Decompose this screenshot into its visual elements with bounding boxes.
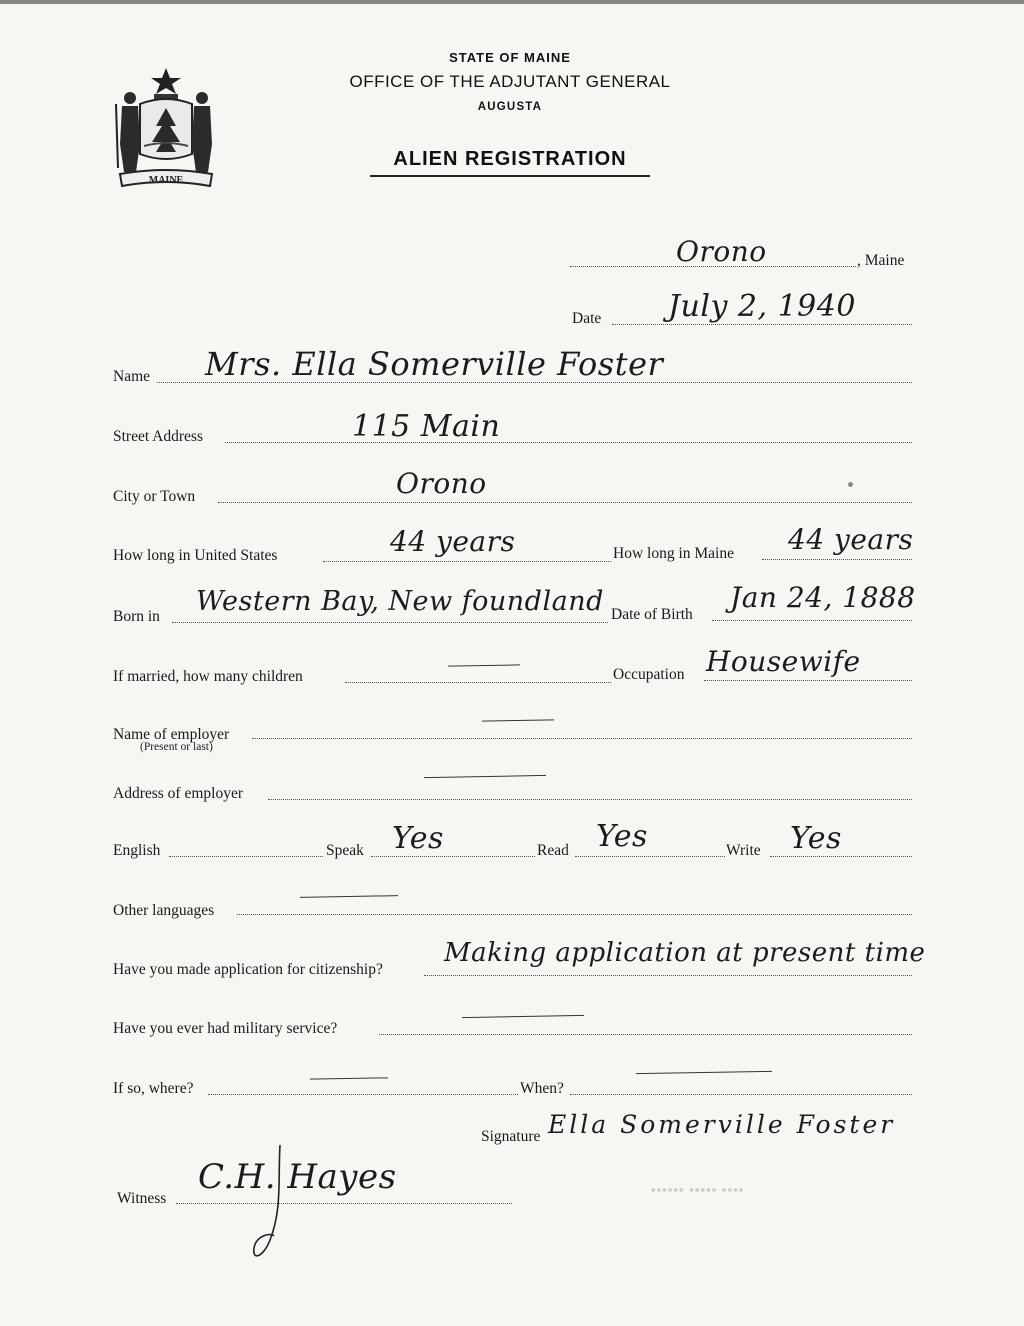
citizenship-label: Have you made application for citizenship? bbox=[113, 961, 383, 978]
witness-value: C.H. Hayes bbox=[198, 1157, 397, 1197]
show-through-ghost-text: ▪▪▪▪ ▪▪▪▪▪ ▪▪▪▪▪▪ bbox=[650, 1182, 744, 1197]
city-label: City or Town bbox=[113, 488, 196, 505]
read-value: Yes bbox=[596, 819, 648, 854]
date-value: July 2, 1940 bbox=[668, 289, 856, 324]
children-value bbox=[448, 664, 520, 666]
children-line bbox=[345, 682, 611, 683]
header-city: AUGUSTA bbox=[477, 101, 543, 113]
employer-sublabel: (Present or last) bbox=[140, 741, 213, 753]
speak-line bbox=[371, 856, 535, 857]
citizenship-value: Making application at present time bbox=[444, 938, 926, 968]
how-long-us-value: 44 years bbox=[390, 525, 516, 558]
dob-line bbox=[712, 620, 912, 621]
street-value: 115 Main bbox=[352, 409, 501, 444]
english-label: English bbox=[113, 842, 161, 859]
born-in-line bbox=[172, 622, 608, 623]
maine-state-seal bbox=[110, 64, 222, 194]
when-value bbox=[636, 1071, 772, 1074]
when-label: When? bbox=[520, 1080, 564, 1097]
military-line bbox=[379, 1034, 912, 1035]
witness-label: Witness bbox=[117, 1190, 167, 1207]
date-line bbox=[612, 324, 912, 325]
employer-line bbox=[252, 738, 912, 739]
street-line bbox=[225, 442, 912, 443]
how-long-us-line bbox=[323, 561, 611, 562]
name-value: Mrs. Ella Somerville Foster bbox=[205, 345, 664, 383]
employer-label: Name of employer bbox=[113, 726, 230, 743]
signature-label: Signature bbox=[481, 1128, 541, 1145]
city-value: Orono bbox=[396, 467, 487, 500]
employer-value bbox=[482, 719, 554, 721]
employer-address-label: Address of employer bbox=[113, 785, 243, 802]
write-value: Yes bbox=[790, 821, 842, 856]
where-value bbox=[310, 1077, 388, 1079]
employer-address-value bbox=[424, 775, 546, 778]
ink-spot bbox=[848, 482, 853, 487]
how-long-maine-label: How long in Maine bbox=[613, 545, 734, 562]
military-label: Have you ever had military service? bbox=[113, 1020, 338, 1037]
other-languages-line bbox=[237, 914, 912, 915]
citizenship-line bbox=[424, 975, 912, 976]
witness-line bbox=[176, 1203, 512, 1204]
born-in-label: Born in bbox=[113, 608, 160, 625]
witness-flourish bbox=[240, 1140, 300, 1270]
military-value bbox=[462, 1015, 584, 1018]
form-title: ALIEN REGISTRATION bbox=[393, 148, 627, 170]
english-line bbox=[169, 856, 323, 857]
speak-value: Yes bbox=[392, 821, 444, 856]
how-long-us-label: How long in United States bbox=[113, 547, 278, 564]
dob-value: Jan 24, 1888 bbox=[730, 581, 916, 614]
date-label: Date bbox=[572, 310, 602, 327]
header-state: STATE OF MAINE bbox=[449, 50, 571, 65]
when-line bbox=[570, 1094, 912, 1095]
other-languages-value bbox=[300, 895, 398, 898]
speak-label: Speak bbox=[326, 842, 364, 859]
write-label: Write bbox=[726, 842, 761, 859]
children-label: If married, how many children bbox=[113, 668, 303, 685]
read-line bbox=[575, 856, 725, 857]
seal-scroll-text: MAINE bbox=[148, 175, 184, 186]
city-line bbox=[218, 502, 912, 503]
where-line bbox=[208, 1094, 518, 1095]
name-label: Name bbox=[113, 368, 151, 385]
dob-label: Date of Birth bbox=[611, 606, 693, 623]
born-in-value: Western Bay, New foundland bbox=[196, 586, 604, 617]
occupation-line bbox=[704, 680, 912, 681]
how-long-maine-value: 44 years bbox=[788, 523, 914, 556]
where-label: If so, where? bbox=[113, 1080, 194, 1097]
scan-top-edge bbox=[0, 0, 1024, 4]
header-office: OFFICE OF THE ADJUTANT GENERAL bbox=[349, 72, 671, 91]
signature-value: Ella Somerville Foster bbox=[548, 1110, 896, 1139]
place-value: Orono bbox=[676, 235, 767, 268]
occupation-value: Housewife bbox=[706, 645, 861, 678]
employer-address-line bbox=[268, 799, 912, 800]
occupation-label: Occupation bbox=[613, 666, 685, 683]
how-long-maine-line bbox=[762, 559, 912, 560]
place-suffix: , Maine bbox=[857, 252, 905, 269]
title-underline bbox=[370, 175, 650, 177]
other-languages-label: Other languages bbox=[113, 902, 215, 919]
street-label: Street Address bbox=[113, 428, 203, 445]
write-line bbox=[770, 856, 912, 857]
read-label: Read bbox=[537, 842, 569, 859]
